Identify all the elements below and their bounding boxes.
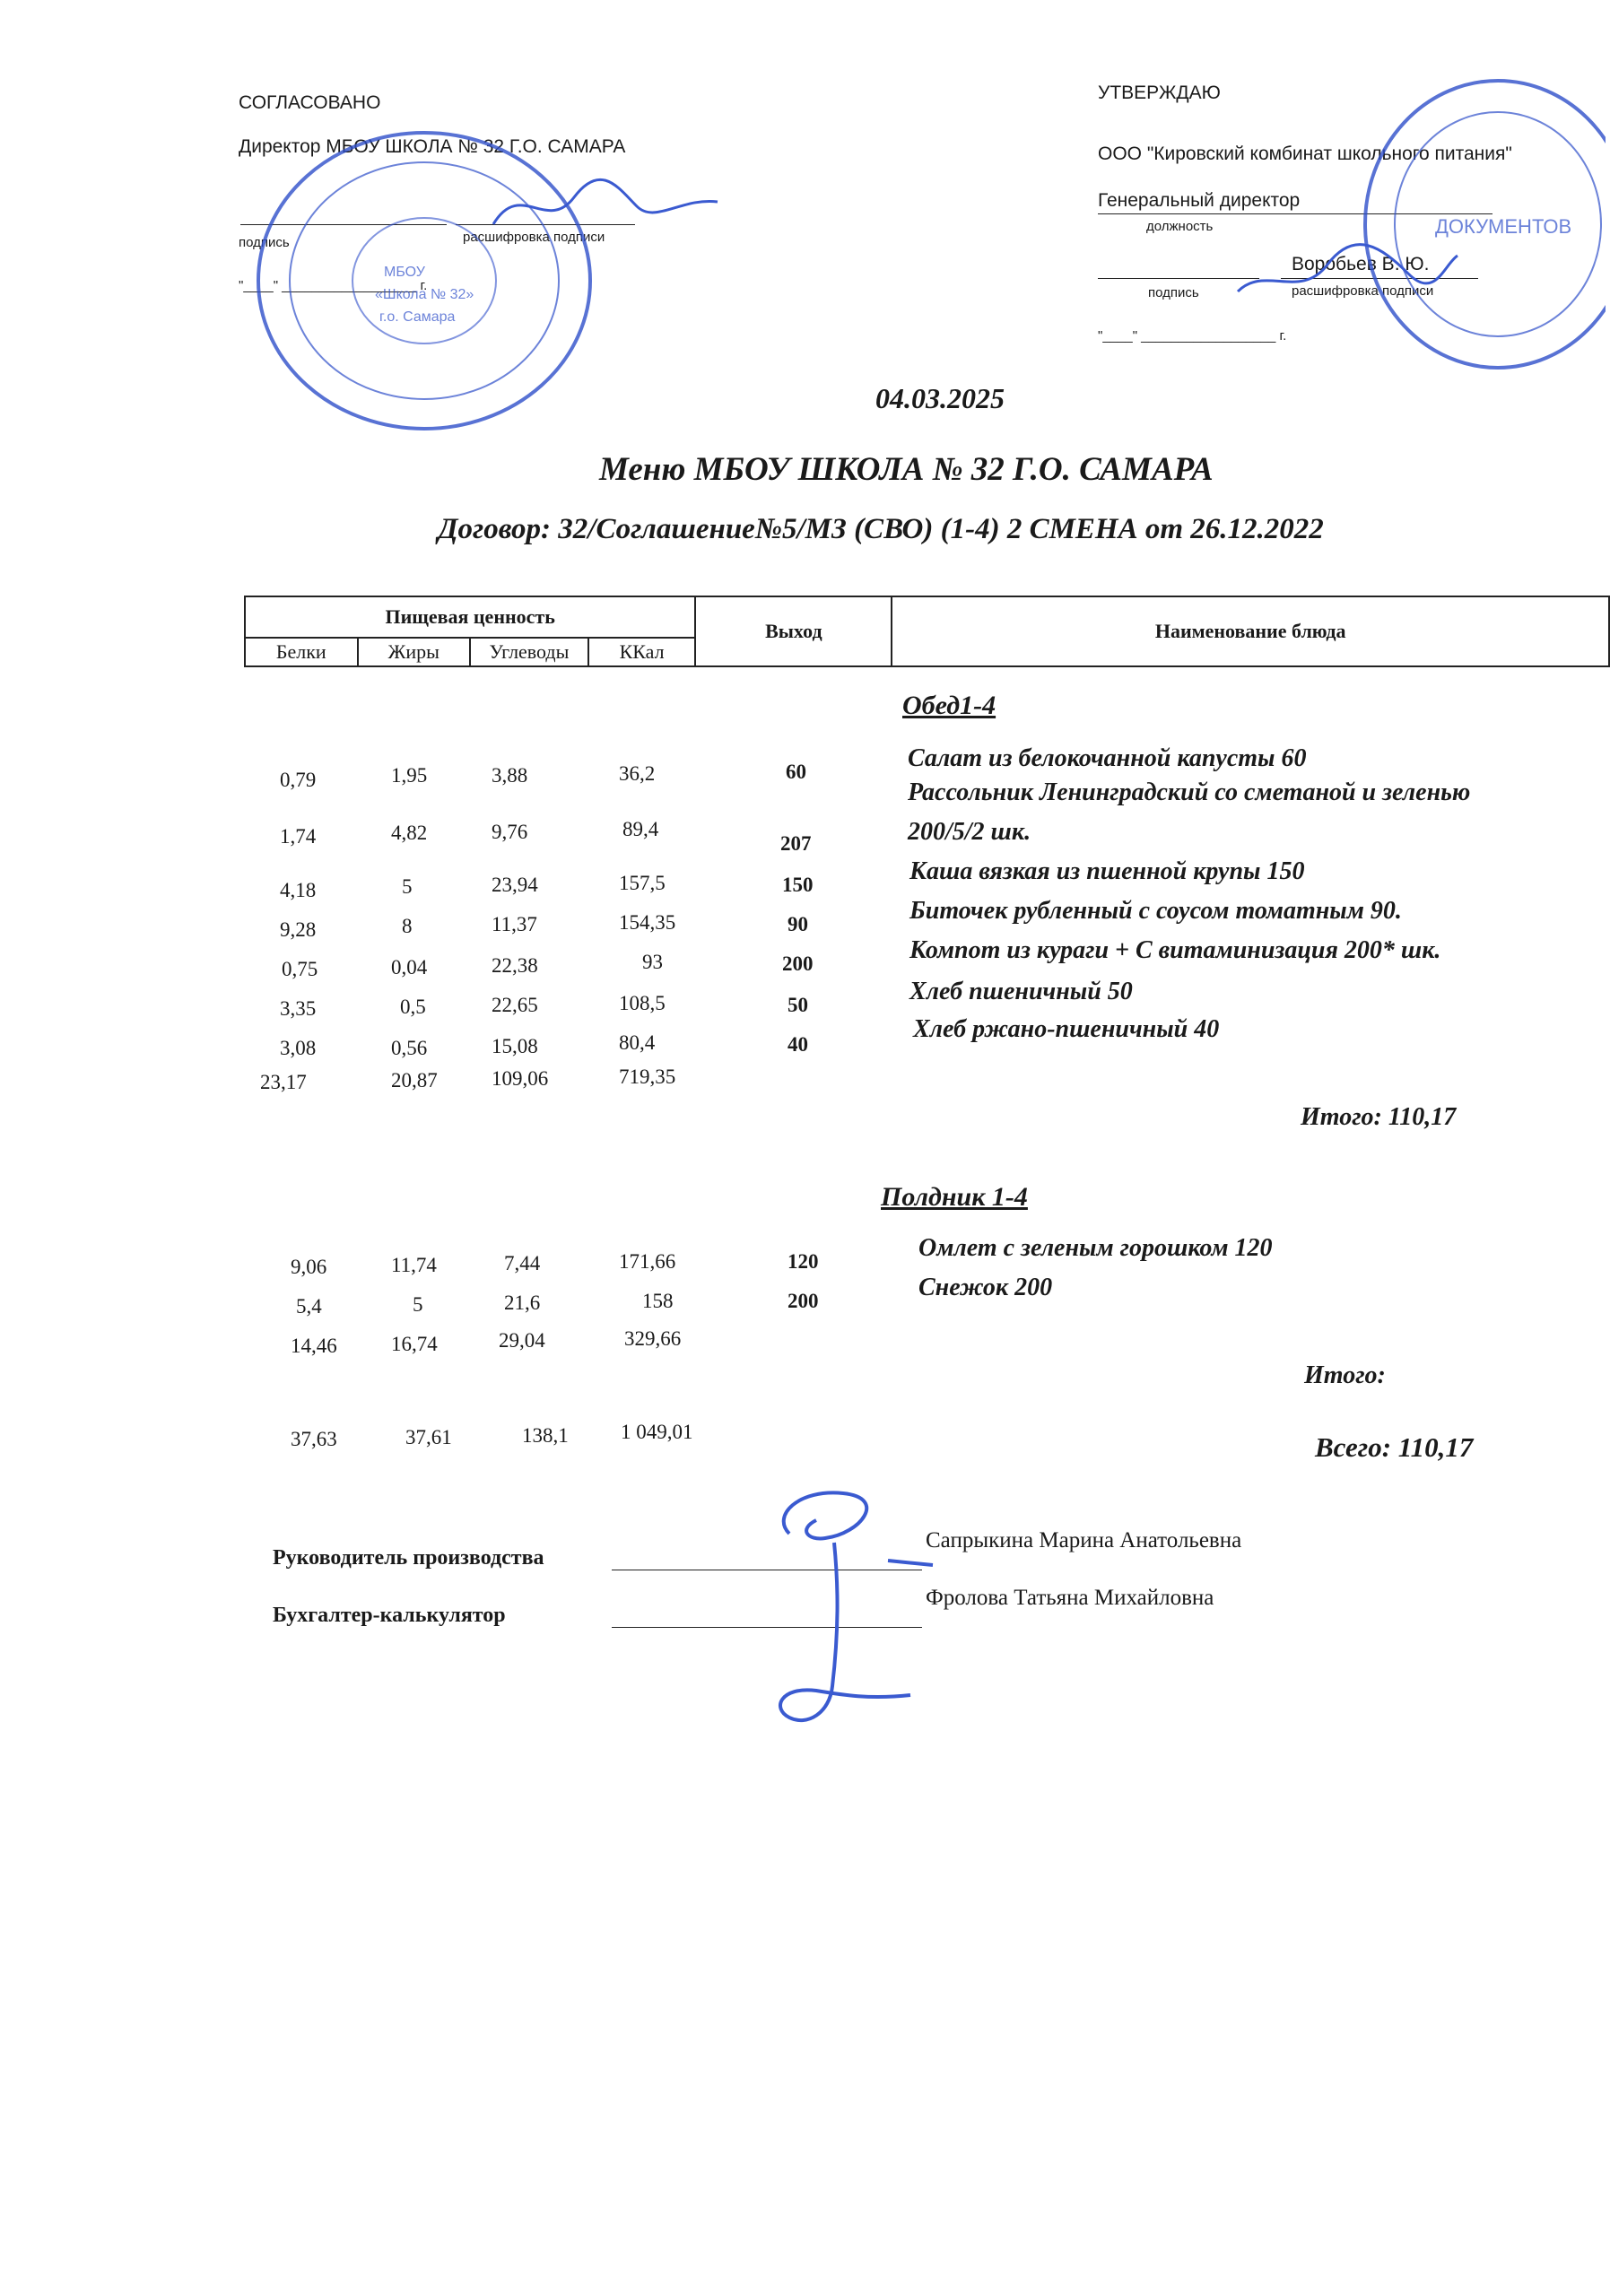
snack-title: Полдник 1-4: [881, 1182, 1028, 1212]
snack-fat: 5: [413, 1293, 423, 1316]
grand-protein: 37,63: [291, 1428, 337, 1450]
snack-fat: 11,74: [391, 1254, 437, 1276]
lunch-protein: 0,75: [282, 958, 318, 980]
grand-vsego: Всего: 110,17: [1315, 1431, 1474, 1463]
lunch-itogo: Итого: 110,17: [1301, 1103, 1457, 1131]
lunch-fat: 0,5: [400, 996, 426, 1018]
head-name: Сапрыкина Марина Анатольевна: [926, 1528, 1242, 1552]
nutrition-header: Пищевая ценность: [245, 596, 695, 638]
lunch-fat: 0,04: [391, 956, 428, 978]
lunch-output: 207: [780, 832, 812, 855]
lunch-output: 40: [788, 1033, 808, 1056]
dish-header: Наименование блюда: [892, 596, 1609, 666]
lunch-output: 60: [786, 761, 806, 783]
lunch-protein: 3,08: [280, 1037, 317, 1059]
company-stamp: [1363, 54, 1606, 377]
lunch-total-carbs: 109,06: [492, 1067, 549, 1090]
snack-total-protein: 14,46: [291, 1335, 337, 1357]
lunch-fat: 1,95: [391, 764, 428, 787]
lunch-carbs: 22,65: [492, 994, 538, 1016]
kcal-header: ККал: [588, 638, 696, 666]
dolzhnost-label: должность: [1146, 219, 1214, 234]
carbs-header: Углеводы: [470, 638, 588, 666]
lunch-kcal: 89,4: [622, 818, 659, 840]
snack-output: 200: [788, 1290, 819, 1312]
snack-total-carbs: 29,04: [499, 1329, 545, 1352]
lunch-dish-line2: 200/5/2 шк.: [908, 818, 1031, 846]
svg-text:МБОУ: МБОУ: [384, 265, 425, 280]
rasshifrovka-label-2: расшифровка подписи: [1292, 283, 1434, 299]
snack-carbs: 21,6: [504, 1292, 541, 1314]
lunch-kcal: 36,2: [619, 762, 656, 785]
svg-text:«Школа № 32»: «Школа № 32»: [375, 287, 474, 302]
lunch-kcal: 108,5: [619, 992, 666, 1014]
nutrition-header-table: [244, 596, 1610, 667]
lunch-fat: 8: [402, 915, 413, 937]
lunch-dish: Салат из белокочанной капусты 60: [908, 744, 1307, 772]
lunch-dish: Компот из кураги + С витаминизация 200* шк.: [909, 936, 1441, 964]
lunch-protein: 1,74: [280, 825, 317, 848]
lunch-fat: 0,56: [391, 1037, 428, 1059]
lunch-output: 150: [782, 874, 814, 896]
lunch-kcal: 80,4: [619, 1031, 656, 1054]
lunch-total-kcal: 719,35: [619, 1065, 676, 1088]
lunch-output: 90: [788, 913, 808, 935]
snack-protein: 9,06: [291, 1256, 327, 1278]
lunch-dish: Хлеб пшеничный 50: [909, 978, 1133, 1005]
fat-header: Жиры: [358, 638, 471, 666]
podpis-label-2: подпись: [1148, 285, 1199, 300]
director-signature: [484, 170, 727, 242]
lunch-dish: Хлеб ржано-пшеничный 40: [913, 1015, 1220, 1043]
lunch-title: Обед1-4: [902, 691, 996, 720]
agreed-title: СОГЛАСОВАНО: [239, 92, 381, 113]
lunch-carbs: 11,37: [492, 913, 537, 935]
lunch-total-fat: 20,87: [391, 1069, 438, 1091]
acc-name: Фролова Татьяна Михайловна: [926, 1586, 1214, 1610]
snack-carbs: 7,44: [504, 1252, 541, 1274]
svg-text:ДОКУМЕНТОВ: ДОКУМЕНТОВ: [1435, 215, 1572, 238]
company-name: ООО "Кировский комбинат школьного питания": [1098, 144, 1512, 164]
date-blank: "____" __________________ г.: [239, 278, 428, 293]
lunch-output: 200: [782, 952, 814, 975]
lunch-protein: 3,35: [280, 997, 317, 1020]
lunch-carbs: 15,08: [492, 1035, 538, 1057]
snack-total-fat: 16,74: [391, 1333, 438, 1355]
lunch-protein: 4,18: [280, 879, 317, 901]
snack-itogo: Итого:: [1304, 1361, 1386, 1389]
lunch-dish: Рассольник Ленинградский со сметаной и зеленью: [908, 778, 1471, 806]
lunch-protein: 9,28: [280, 918, 317, 941]
snack-kcal: 158: [642, 1290, 674, 1312]
lunch-dish: Каша вязкая из пшенной крупы 150: [909, 857, 1305, 885]
page-title: Меню МБОУ ШКОЛА № 32 Г.О. САМАРА: [599, 451, 1214, 488]
head-label: Руководитель производства: [273, 1546, 544, 1570]
snack-protein: 5,4: [296, 1295, 322, 1318]
lunch-kcal: 93: [642, 951, 663, 973]
protein-header: Белки: [245, 638, 358, 666]
snack-total-kcal: 329,66: [624, 1327, 682, 1350]
grand-kcal: 1 049,01: [621, 1421, 693, 1443]
date-blank-2: "____" __________________ г.: [1098, 328, 1287, 344]
approve-title: УТВЕРЖДАЮ: [1098, 83, 1221, 103]
approver-signature: [1229, 229, 1462, 309]
lunch-total-protein: 23,17: [260, 1071, 307, 1093]
snack-output: 120: [788, 1250, 819, 1273]
lunch-carbs: 9,76: [492, 821, 528, 843]
snack-kcal: 171,66: [619, 1250, 676, 1273]
lunch-output: 50: [788, 994, 808, 1016]
director-line: Директор МБОУ ШКОЛА № 32 Г.О. САМАРА: [239, 136, 626, 157]
lunch-carbs: 23,94: [492, 874, 538, 896]
approver-name: Воробьев В. Ю.: [1292, 254, 1430, 274]
gen-director: Генеральный директор: [1098, 190, 1301, 211]
handwritten-signature: [753, 1480, 960, 1740]
grand-fat: 37,61: [405, 1426, 452, 1448]
svg-text:г.о. Самара: г.о. Самара: [379, 309, 456, 325]
lunch-kcal: 154,35: [619, 911, 676, 934]
snack-dish: Снежок 200: [918, 1274, 1053, 1301]
contract-line: Договор: 32/Соглашение№5/МЗ (СВО) (1-4) 2 СМЕНА от 26.12.2022: [438, 513, 1324, 545]
snack-dish: Омлет с зеленым горошком 120: [918, 1234, 1273, 1262]
lunch-kcal: 157,5: [619, 872, 666, 894]
grand-carbs: 138,1: [522, 1424, 569, 1447]
lunch-fat: 5: [402, 875, 413, 898]
menu-date: 04.03.2025: [875, 382, 1005, 414]
acc-label: Бухгалтер-калькулятор: [273, 1604, 506, 1627]
rasshifrovka-label: расшифровка подписи: [463, 230, 605, 245]
lunch-protein: 0,79: [280, 769, 317, 791]
output-header: Выход: [695, 596, 892, 666]
lunch-carbs: 3,88: [492, 764, 528, 787]
lunch-carbs: 22,38: [492, 954, 538, 977]
lunch-dish: Биточек рубленный с соусом томатным 90.: [909, 897, 1402, 925]
podpis-label: подпись: [239, 235, 290, 250]
lunch-fat: 4,82: [391, 822, 428, 844]
